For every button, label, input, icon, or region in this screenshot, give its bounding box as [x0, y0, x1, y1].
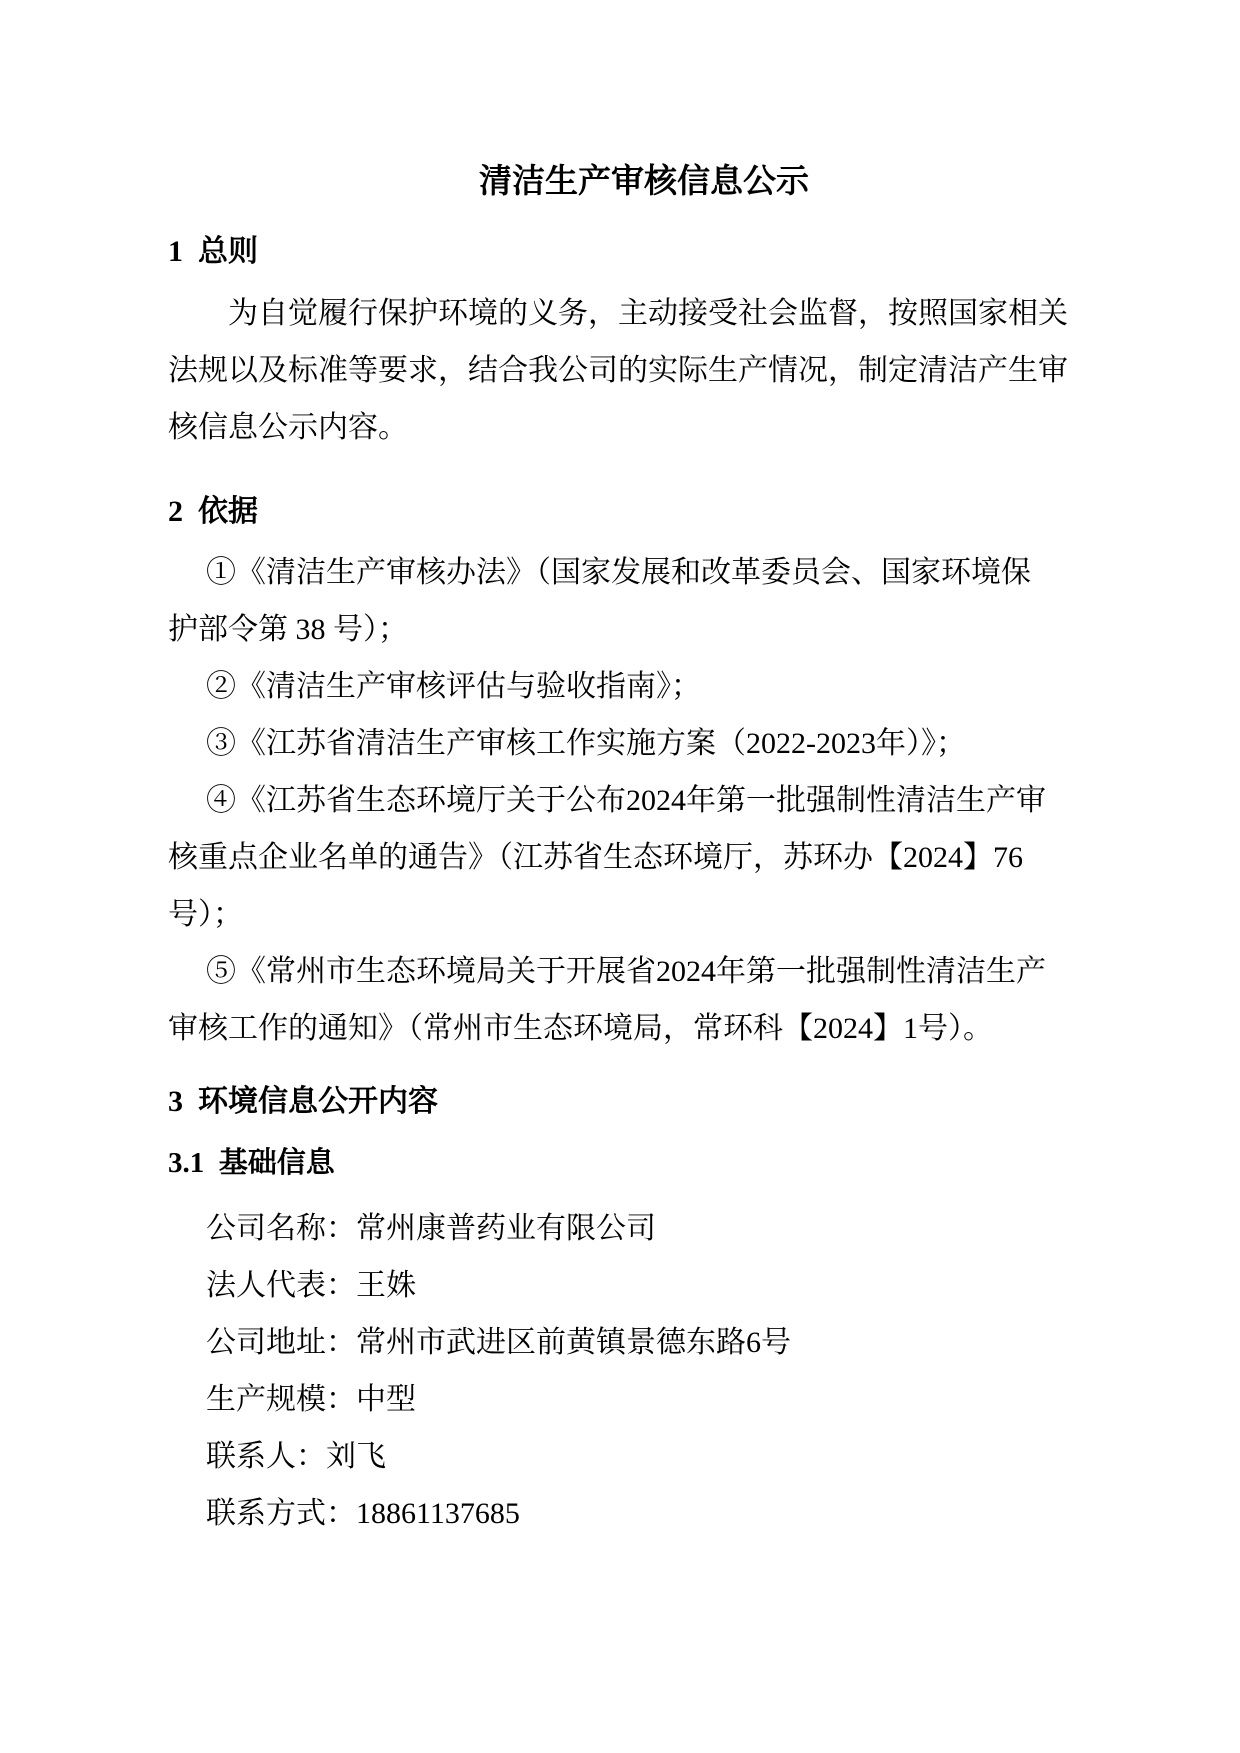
reference-line: 审核工作的通知》（常州市生态环境局，常环科【2024】1号）。 [168, 1012, 993, 1045]
section-2-heading: 2 依据 [168, 495, 258, 528]
paragraph-line: 法规以及标准等要求，结合我公司的实际生产情况，制定清洁产生审 [168, 354, 1068, 387]
info-field-value: 王姝 [356, 1269, 416, 1302]
reference-line: ①《清洁生产审核办法》（国家发展和改革委员会、国家环境保 [206, 556, 1031, 589]
paragraph-line: 核信息公示内容。 [168, 411, 408, 444]
info-field-company-name [168, 1200, 1120, 1257]
paragraph-line: 为自觉履行保护环境的义务，主动接受社会监督，按照国家相关 [228, 297, 1068, 330]
reference-item-4 [168, 772, 1120, 943]
info-field-contact-number [168, 1485, 1120, 1542]
section-1-paragraph [168, 285, 1120, 456]
info-field-label: 联系方式： [206, 1497, 356, 1530]
document-title: 清洁生产审核信息公示 [479, 164, 809, 200]
reference-line: 护部令第 38 号）； [168, 613, 408, 646]
reference-line: ②《清洁生产审核评估与验收指南》； [206, 670, 701, 703]
info-field-production-scale [168, 1371, 1120, 1428]
info-field-value: 刘飞 [326, 1440, 386, 1473]
section-3-heading: 3 环境信息公开内容 [168, 1085, 438, 1118]
reference-item-3 [168, 715, 1120, 772]
reference-item-1 [168, 544, 1120, 658]
info-field-contact-person [168, 1428, 1120, 1485]
reference-list [168, 544, 1120, 1057]
info-field-value: 18861137685 [356, 1497, 520, 1530]
reference-item-2 [168, 658, 1120, 715]
reference-line: ④《江苏省生态环境厅关于公布2024年第一批强制性清洁生产审 [206, 784, 1046, 817]
info-field-legal-representative [168, 1257, 1120, 1314]
info-field-label: 生产规模： [206, 1383, 356, 1416]
section-3-1-heading: 3.1 基础信息 [168, 1147, 335, 1179]
reference-line: ③《江苏省清洁生产审核工作实施方案（2022-2023年）》； [206, 727, 966, 760]
info-field-value: 常州市武进区前黄镇景德东路6号 [356, 1326, 791, 1359]
reference-line: 号）； [168, 898, 243, 931]
reference-item-5 [168, 943, 1120, 1057]
reference-line: ⑤《常州市生态环境局关于开展省2024年第一批强制性清洁生产 [206, 955, 1046, 988]
section-1-heading: 1 总则 [168, 235, 258, 268]
info-field-value: 常州康普药业有限公司 [356, 1212, 656, 1245]
info-field-label: 联系人： [206, 1440, 326, 1473]
info-field-label: 公司地址： [206, 1326, 356, 1359]
info-field-company-address [168, 1314, 1120, 1371]
basic-info-list [168, 1200, 1120, 1542]
info-field-label: 公司名称： [206, 1212, 356, 1245]
info-field-label: 法人代表： [206, 1269, 356, 1302]
reference-line: 核重点企业名单的通告》（江苏省生态环境厅，苏环办【2024】76 [168, 841, 1023, 874]
info-field-value: 中型 [356, 1383, 416, 1416]
